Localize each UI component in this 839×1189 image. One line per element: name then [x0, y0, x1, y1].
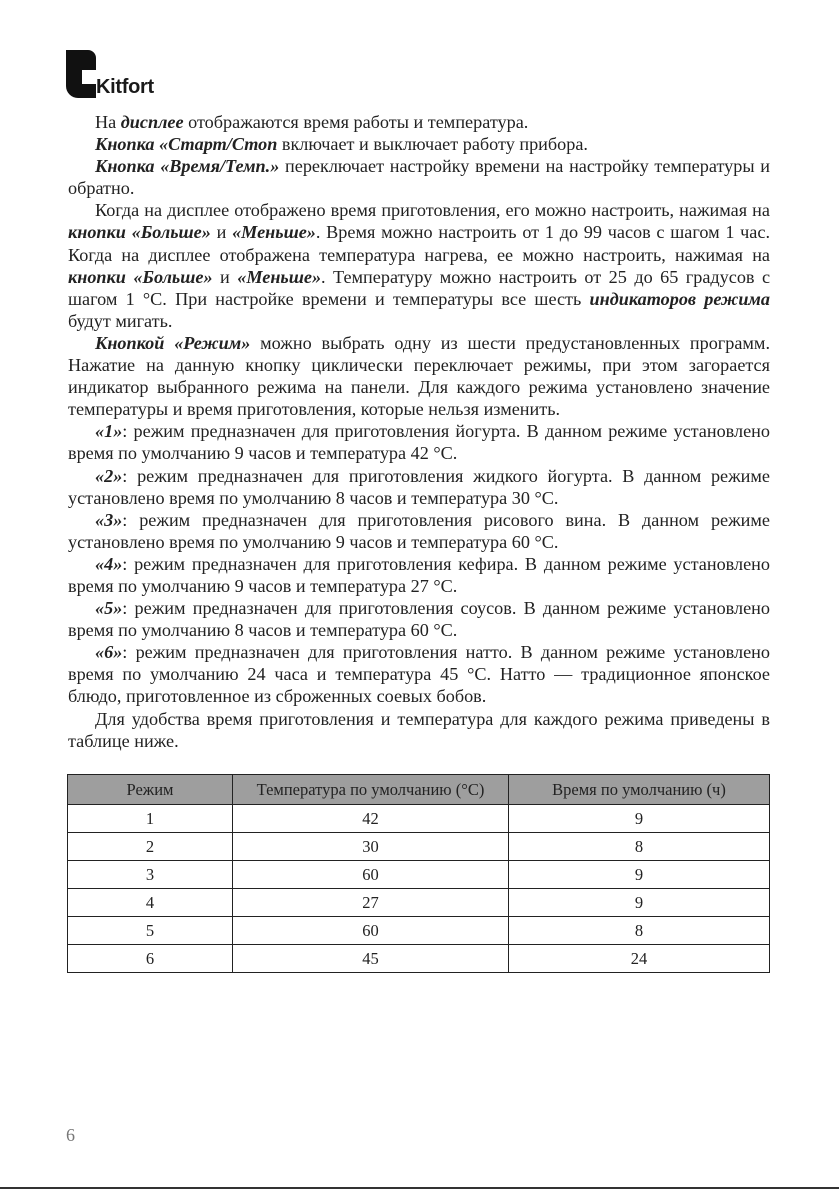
table-row	[68, 805, 770, 833]
paragraph-mode-button: Кнопкой «Режим» можно выбрать одну из шести предустановленных программ. Нажатие на данную кнопку циклически переключает режимы, при этом загорается индикатор выбранного режима на панели. Для каждого режима установлено значение температуры и время приготовления, которые нельзя изменить.	[68, 332, 770, 420]
cell-mode: 1	[68, 805, 233, 833]
paragraph-mode-2: «2»: режим предназначен для приготовления жидкого йогурта. В данном режиме установлено время по умолчанию 8 часов и температура 30 °C.	[68, 465, 770, 508]
table-row	[68, 917, 770, 945]
cell-mode: 6	[68, 945, 233, 973]
page-number: 6	[66, 1125, 75, 1145]
cell-time: 8	[509, 833, 770, 861]
table-row	[68, 833, 770, 861]
brand-name: Kitfort	[96, 76, 154, 98]
modes-table	[67, 774, 770, 973]
paragraph-table-intro: Для удобства время приготовления и температура для каждого режима приведены в таблице ниже.	[68, 708, 770, 751]
cell-time: 8	[509, 917, 770, 945]
paragraph-mode-5: «5»: режим предназначен для приготовления соусов. В данном режиме установлено время по умолчанию 8 часов и температура 60 °C.	[68, 598, 770, 641]
cell-mode: 5	[68, 917, 233, 945]
header-time: Время по умолчанию (ч)	[509, 775, 770, 805]
cell-temperature: 60	[233, 861, 509, 889]
cell-time: 24	[509, 945, 770, 973]
table-row	[68, 861, 770, 889]
kitfort-logo-icon	[66, 50, 96, 98]
paragraph-time-temp: Кнопка «Время/Темп.» переключает настройку времени на настройку температуры и обратно.	[68, 156, 770, 199]
cell-time: 9	[509, 861, 770, 889]
cell-temperature: 45	[233, 945, 509, 973]
cell-mode: 3	[68, 861, 233, 889]
cell-temperature: 42	[233, 805, 509, 833]
paragraph-mode-1: «1»: режим предназначен для приготовления йогурта. В данном режиме установлено время по умолчанию 9 часов и температура 42 °C.	[68, 421, 770, 464]
cell-temperature: 30	[233, 833, 509, 861]
paragraph-mode-4: «4»: режим предназначен для приготовления кефира. В данном режиме установлено время по умолчанию 9 часов и температура 27 °C.	[68, 553, 770, 596]
table-header-row	[68, 775, 770, 805]
paragraph-display: На дисплее отображаются время работы и температура.	[95, 112, 529, 132]
cell-temperature: 60	[233, 917, 509, 945]
paragraph-adjust: Когда на дисплее отображено время приготовления, его можно настроить, нажимая на кнопки «Больше» и «Меньше». Время можно настроить от 1 до 99 часов с шагом 1 час. Когда на дисплее отображена температура нагрева, ее можно настроить, нажимая на кнопки «Больше» и «Меньше». Температуру можно настроить от 25 до 65 градусов с шагом 1 °C. При настройке времени и температуры все шесть индикаторов режима будут мигать.	[68, 200, 771, 331]
cell-time: 9	[509, 889, 770, 917]
paragraph-mode-6: «6»: режим предназначен для приготовления натто. В данном режиме установлено время по умолчанию 24 часа и температура 45 °C. Натто — традиционное японское блюдо, приготовленное из сброженных соевых бобов.	[68, 642, 770, 707]
header-temperature: Температура по умолчанию (°C)	[233, 775, 509, 805]
body-text	[68, 111, 770, 752]
paragraph-mode-3: «3»: режим предназначен для приготовления рисового вина. В данном режиме установлено время по умолчанию 9 часов и температура 60 °C.	[68, 509, 770, 552]
paragraph-start-stop: Кнопка «Старт/Стоп включает и выключает работу прибора.	[95, 134, 588, 155]
header-mode: Режим	[68, 775, 233, 805]
cell-temperature: 27	[233, 889, 509, 917]
table-row	[68, 945, 770, 973]
cell-mode: 2	[68, 833, 233, 861]
brand-logo	[66, 50, 176, 100]
cell-mode: 4	[68, 889, 233, 917]
cell-time: 9	[509, 805, 770, 833]
table-row	[68, 889, 770, 917]
